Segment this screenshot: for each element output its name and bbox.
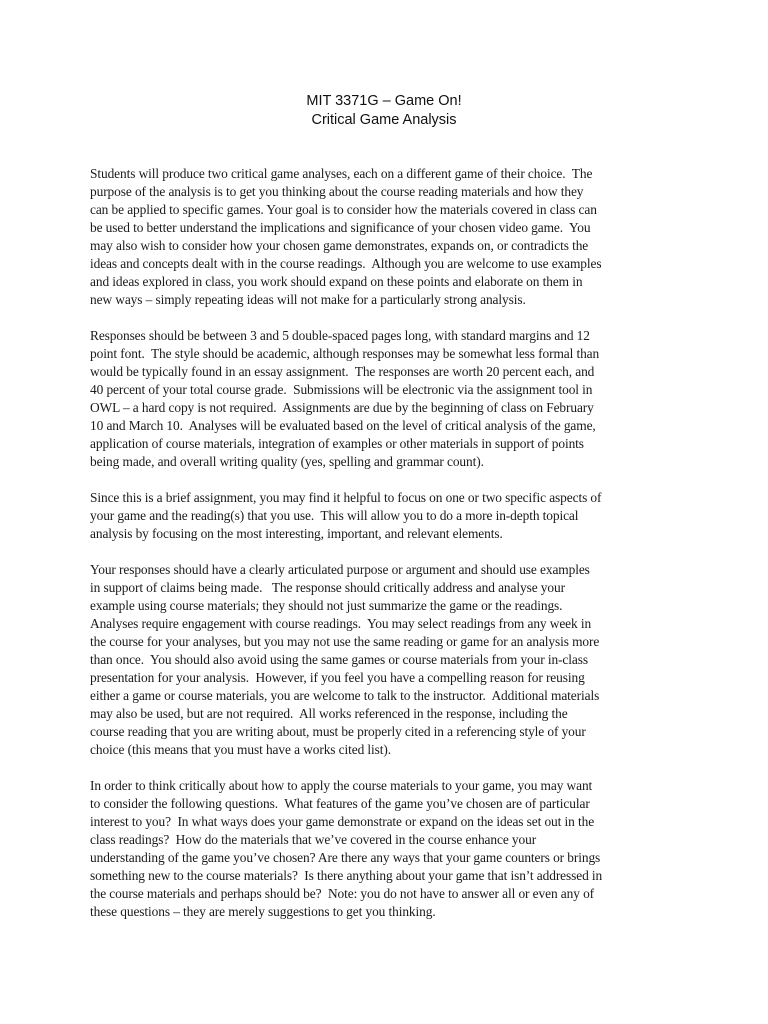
text-line: than once. You should also avoid using the same games or course materials from your in-class <box>90 652 588 667</box>
text-line: the course for your analyses, but you may not use the same reading or game for an analysis more <box>90 634 600 649</box>
text-line: your game and the reading(s) that you use. This will allow you to do a more in-depth topical <box>90 508 579 523</box>
text-line: and ideas explored in class, you work should expand on these points and elaborate on them in <box>90 274 583 289</box>
paragraph-questions <box>90 777 690 921</box>
text-line: something new to the course materials? Is there anything about your game that isn’t addressed in <box>90 868 603 883</box>
text-line: point font. The style should be academic, although responses may be somewhat less formal than <box>90 346 600 361</box>
text-line: the course materials and perhaps should be? Note: you do not have to answer all or even any of <box>90 886 595 901</box>
text-line: example using course materials; they should not just summarize the game or the readings. <box>90 598 563 613</box>
text-line: may also wish to consider how your chosen game demonstrates, expands on, or contradicts the <box>90 238 589 253</box>
text-line: choice (this means that you must have a works cited list). <box>90 742 391 757</box>
text-line: class readings? How do the materials that we’ve covered in the course enhance your <box>90 832 537 847</box>
text-line: ideas and concepts dealt with in the course readings. Although you are welcome to use examples <box>90 256 602 271</box>
text-line: purpose of the analysis is to get you thinking about the course reading materials and how they <box>90 184 584 199</box>
paragraph-focus <box>90 489 690 543</box>
text-line: Responses should be between 3 and 5 double-spaced pages long, with standard margins and 12 <box>90 328 590 343</box>
text-line: in support of claims being made. The response should critically address and analyse your <box>90 580 565 595</box>
text-line: application of course materials, integration of examples or other materials in support of points <box>90 436 584 451</box>
paragraph-overview <box>90 165 690 309</box>
text-line: either a game or course materials, you are welcome to talk to the instructor. Additional materials <box>90 688 600 703</box>
paragraph-requirements <box>90 327 690 471</box>
text-line: interest to you? In what ways does your game demonstrate or expand on the ideas set out in the <box>90 814 595 829</box>
text-line: may also be used, but are not required. All works referenced in the response, including the <box>90 706 568 721</box>
assignment-body <box>90 165 690 939</box>
text-line: can be applied to specific games. Your goal is to consider how the materials covered in class can <box>90 202 597 217</box>
assignment-title: Critical Game Analysis <box>311 112 457 128</box>
text-line: be used to better understand the implications and significance of your chosen video game. You <box>90 220 591 235</box>
text-line: Analyses require engagement with course readings. You may select readings from any week in <box>90 616 592 631</box>
text-line: presentation for your analysis. However, if you feel you have a compelling reason for reusing <box>90 670 585 685</box>
text-line: course reading that you are writing about, must be properly cited in a referencing style of your <box>90 724 586 739</box>
course-title: MIT 3371G – Game On! <box>306 93 462 109</box>
text-line: In order to think critically about how to apply the course materials to your game, you may want <box>90 778 593 793</box>
text-line: Your responses should have a clearly articulated purpose or argument and should use examples <box>90 562 590 577</box>
text-line: new ways – simply repeating ideas will not make for a particularly strong analysis. <box>90 292 526 307</box>
text-line: OWL – a hard copy is not required. Assignments are due by the beginning of class on February <box>90 400 594 415</box>
text-line: 10 and March 10. Analyses will be evaluated based on the level of critical analysis of the game, <box>90 418 596 433</box>
text-line: Students will produce two critical game analyses, each on a different game of their choice. The <box>90 166 593 181</box>
text-line: these questions – they are merely suggestions to get you thinking. <box>90 904 436 919</box>
text-line: 40 percent of your total course grade. Submissions will be electronic via the assignment tool in <box>90 382 593 397</box>
text-line: to consider the following questions. What features of the game you’ve chosen are of particular <box>90 796 590 811</box>
text-line: being made, and overall writing quality (yes, spelling and grammar count). <box>90 454 484 469</box>
paragraph-expectations <box>90 561 690 759</box>
text-line: understanding of the game you’ve chosen? Are there any ways that your game counters or brings <box>90 850 601 865</box>
text-line: analysis by focusing on the most interesting, important, and relevant elements. <box>90 526 503 541</box>
text-line: Since this is a brief assignment, you may find it helpful to focus on one or two specific aspects of <box>90 490 602 505</box>
text-line: would be typically found in an essay assignment. The responses are worth 20 percent each, and <box>90 364 595 379</box>
